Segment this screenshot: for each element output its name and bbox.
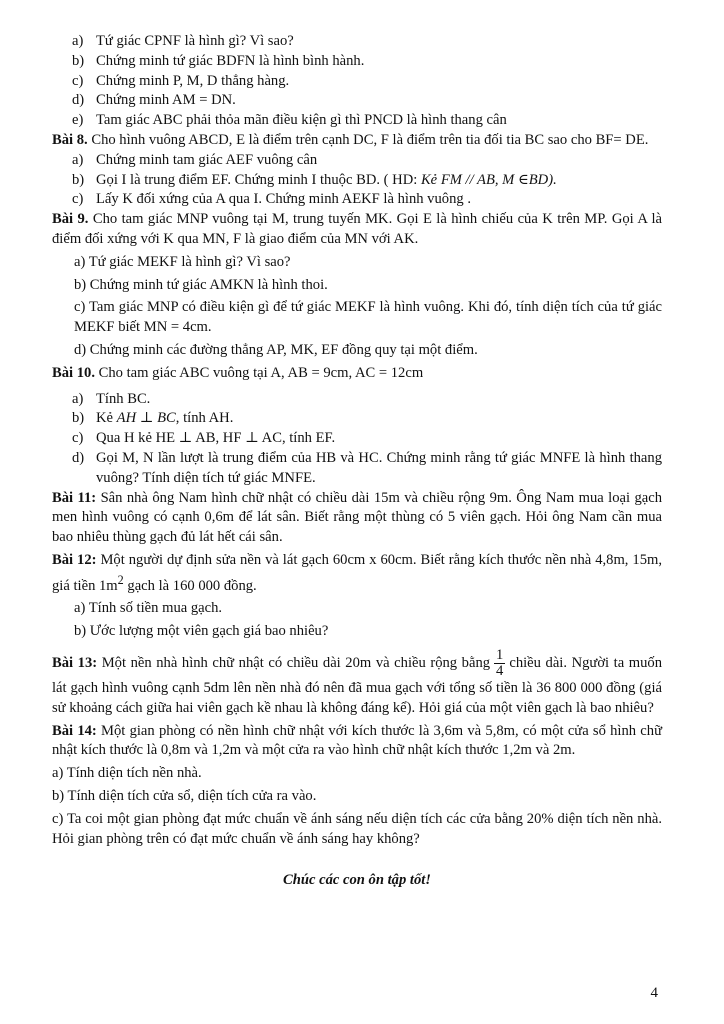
bai10-item-c: c) Qua H kẻ HE ⊥ AB, HF ⊥ AC, tính EF. (72, 430, 336, 447)
bai9-title: Bài 9. (52, 211, 89, 228)
bai9-item: c) Tam giác MNP có điều kiện gì để tứ giác MEKF là hình vuông. Khi đó, tính diện tích của tứ giác MEKF biết MN = 4cm. (74, 299, 662, 336)
bai10-item-b: b) Kẻ AH ⊥ BC, tính AH. (72, 410, 234, 427)
bai9-item: a) Tứ giác MEKF là hình gì? Vì sao? (74, 253, 291, 270)
bai11-title: Bài 11: (52, 489, 97, 506)
bai9-statement: Bài 9. Cho tam giác MNP vuông tại M, trung tuyến MK. Gọi E là hình chiếu của K trên MP. Gọi A là điểm đối xứng với K qua MN, F là giao điểm của MN với AK. (52, 211, 662, 247)
list-item: a) Tứ giác CPNF là hình gì? Vì sao? (72, 33, 294, 49)
bai8-title: Bài 8. (52, 131, 88, 148)
bai14-title: Bài 14: (52, 722, 97, 739)
bai10-title: Bài 10. (52, 364, 95, 381)
bai8-item-c: c) Lấy K đối xứng của A qua I. Chứng minh AEKF là hình vuông . (72, 191, 471, 208)
bai13-statement: Bài 13: Một nền nhà hình chữ nhật có chiều dài 20m và chiều rộng bằng $\frac{1}{4}$ chiều dài. Người ta muốn lát gạch hình vuông cạnh 5dm lên nền nhà đó nên đã mua gạch với tổng số tiền là 36 800 000 đồng (giá sử khoảng cách giữa hai viên gạch kề nhau là không đáng kể). Hỏi giá của một viên gạch là bao nhiêu? (52, 646, 663, 716)
bai11-statement: Bài 11: Sân nhà ông Nam hình chữ nhật có chiều dài 15m và chiều rộng 9m. Ông Nam mua loại gạch men hình vuông có cạnh 0,6m để lát sân. Biết rằng một thùng có 5 viên gạch. Hỏi ông Nam cần mua bao nhiêu thùng gạch đủ lát hết cái sân. (52, 489, 662, 546)
page-number: 4 (650, 985, 658, 1001)
bai10-item-a: a) Tính BC. (72, 390, 151, 407)
bai14-statement: Bài 14: Một gian phòng có nền hình chữ nhật với kích thước là 3,6m và 5,8m, có một cửa sổ hình chữ nhật kích thước là 0,8m và 1,2m và một cửa ra vào hình chữ nhật kích thước 1,2m và 2m. (52, 722, 662, 759)
closing-message: Chúc các con ôn tập tốt! (283, 872, 431, 889)
bai8-hint: Kẻ FM // AB, M ∈BD). (420, 171, 557, 188)
bai12-title: Bài 12: (52, 551, 97, 568)
list-item: c) Chứng minh P, M, D thẳng hàng. (72, 72, 290, 89)
list-item: b) Chứng minh tứ giác BDFN là hình bình hành. (72, 52, 365, 69)
bai10-item-d: d) Gọi M, N lần lượt là trung điểm của HB và HC. Chứng minh rằng tứ giác MNFE là hình thang vuông? Tính diện tích tứ giác MNFE. (72, 449, 662, 486)
bai10-statement: Bài 10. Cho tam giác ABC vuông tại A, AB = 9cm, AC = 12cm (52, 364, 424, 381)
bai14-item: a) Tính diện tích nền nhà. (52, 765, 202, 782)
top-list (52, 32, 662, 131)
bai9-item: d) Chứng minh các đường thẳng AP, MK, EF đồng quy tại một điểm. (74, 341, 478, 358)
bai8-statement: Bài 8. Cho hình vuông ABCD, E là điểm trên cạnh DC, F là điểm trên tia đối tia BC sao cho BF= DE. (52, 131, 649, 148)
bai14-item: c) Ta coi một gian phòng đạt mức chuẩn về ánh sáng nếu diện tích các cửa bằng 20% diện tích nền nhà. Hỏi gian phòng trên có đạt mức chuẩn về ánh sáng hay không? (52, 810, 662, 847)
bai14-item: b) Tính diện tích cửa sổ, diện tích cửa ra vào. (52, 787, 317, 804)
bai9-item: b) Chứng minh tứ giác AMKN là hình thoi. (74, 276, 328, 293)
bai12-item: a) Tính số tiền mua gạch. (74, 600, 223, 617)
fraction: $\frac{1}{4}$ (496, 646, 504, 679)
list-item: d) Chứng minh AM = DN. (72, 92, 236, 109)
bai12-item: b) Ước lượng một viên gạch giá bao nhiêu? (74, 623, 329, 640)
bai13-title: Bài 13: (52, 654, 98, 671)
bai8-item-b: b) Gọi I là trung điểm EF. Chứng minh I thuộc BD. ( HD: Kẻ FM // AB, M ∈BD). (72, 171, 557, 188)
document-body (52, 32, 662, 906)
bai8-item-a: a) Chứng minh tam giác AEF vuông cân (72, 151, 318, 168)
math-expression: AH ⊥ BC (116, 410, 176, 427)
list-item: e) Tam giác ABC phải thỏa mãn điều kiện gì thì PNCD là hình thang cân (72, 112, 507, 129)
bai12-statement: Bài 12: Một người dự định sửa nền và lát gạch 60cm x 60cm. Biết rằng kích thước nền nhà 4,8m, 15m, giá tiền $1m^2$ gạch là 160 000 đồng. (52, 551, 663, 594)
